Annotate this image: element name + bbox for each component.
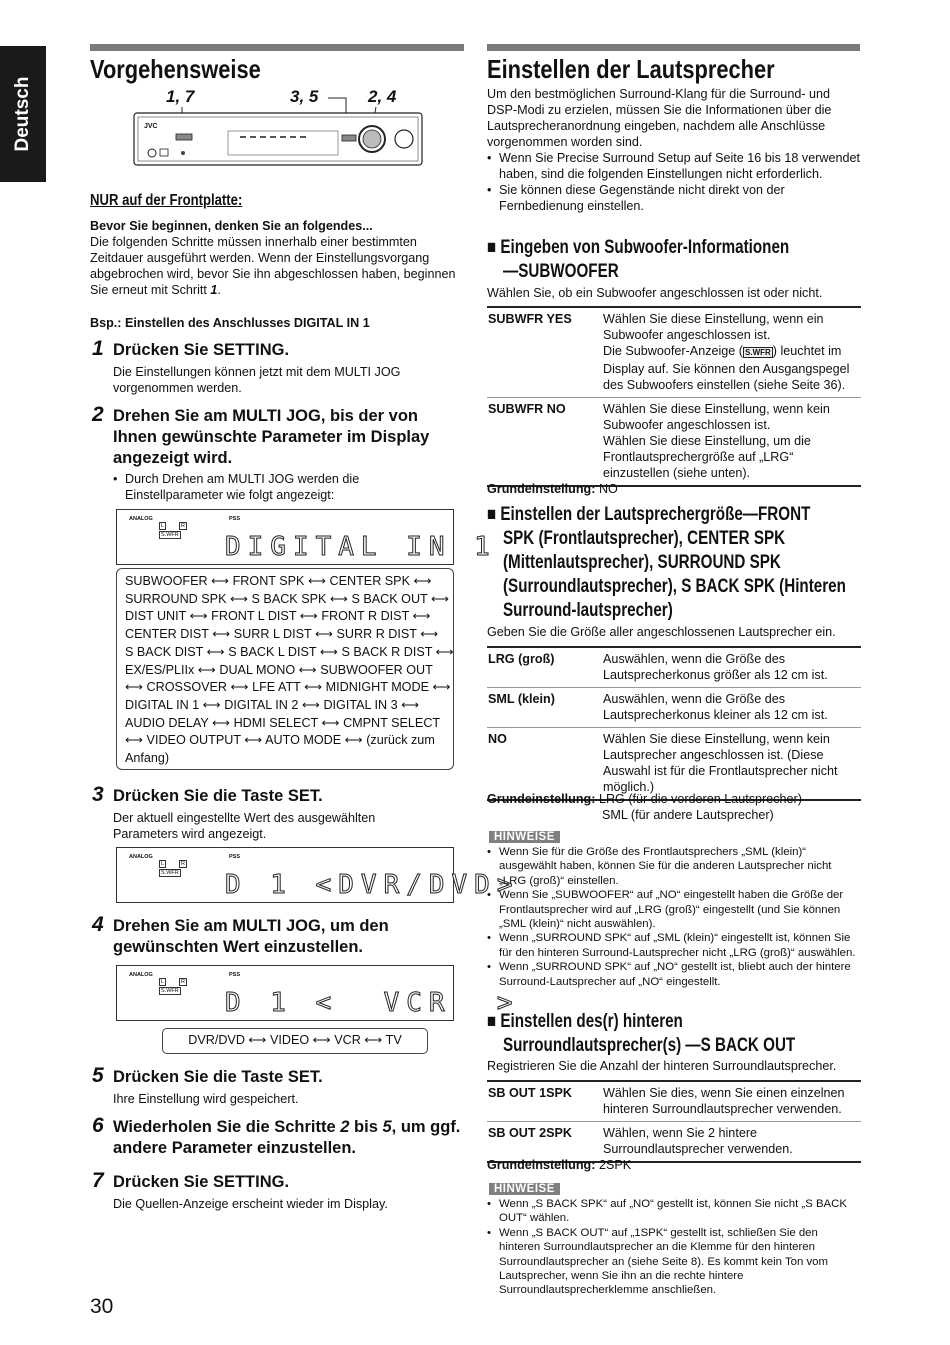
language-tab-label: Deutsch [12, 76, 33, 152]
notes-badge [489, 1179, 560, 1197]
intro-end: . [217, 283, 221, 297]
display-swfr-box: S.WFR [161, 988, 179, 994]
default-value: 2SPK [598, 1158, 632, 1172]
note-item: • Wenn „SURROUND SPK“ auf „SML (klein)“ eingestellt ist, können Sie für den hinteren Surround-Lautsprecher nicht „LRG (groß)“ auswählen. [487, 931, 861, 960]
display-analog-label: ANALOG [129, 854, 153, 860]
display-analog-label: ANALOG [129, 516, 153, 522]
display-l-box: L [161, 979, 165, 985]
intro-text [90, 234, 462, 298]
notes-label: HINWEISE [489, 1183, 560, 1195]
no-key: NO [487, 728, 603, 801]
subwoofer-desc: Wählen Sie, ob ein Subwoofer angeschlossen ist oder nicht. [487, 286, 823, 300]
parameter-cycle-box [116, 568, 454, 770]
step-2-title: Drehen Sie am MULTI JOG, bis der von Ihnen gewünschte Parameter im Display angezeigt wird. [113, 407, 430, 467]
speaker-size-default [487, 791, 802, 823]
right-top-rule [487, 44, 860, 51]
sback-out-desc: Registrieren Sie die Anzahl der hinteren Surroundlautsprecher. [487, 1059, 837, 1073]
step-1-number: 1 [92, 337, 104, 360]
step-7-number: 7 [92, 1169, 104, 1192]
sb-out-1spk-key: SB OUT 1SPK [487, 1081, 603, 1122]
default-label: Grundeinstellung: [487, 1158, 596, 1172]
lrg-value: Auswählen, wenn die Größe des Lautsprecherkonus größer als 12 cm ist. [603, 647, 861, 688]
display-digital-in-1 [116, 509, 497, 565]
value-cycle-text: DVR/DVD ⟷ VIDEO ⟷ VCR ⟷ TV [188, 1033, 402, 1047]
step-2-text [113, 471, 458, 503]
step-1-text: Die Einstellungen können jetzt mit dem MULTI JOG vorgenommen werden. [113, 365, 401, 395]
subwfr-no-val1: Wählen Sie diese Einstellung, wenn kein Subwoofer angeschlossen ist. [603, 402, 830, 432]
param-line: SUBWOOFER ⟷ FRONT SPK ⟷ CENTER SPK ⟷ [125, 574, 432, 588]
default-label: Grundeinstellung: [487, 792, 596, 806]
table-row [487, 398, 861, 487]
subwoofer-default [487, 481, 618, 497]
display-dvr-dvd [116, 847, 520, 903]
left-top-rule [90, 44, 464, 51]
table-row [487, 647, 861, 688]
sback-title-line: ■ Einstellen des(r) hinteren [487, 1011, 683, 1032]
display-pss-label: PSS [229, 972, 241, 978]
intro-block [90, 218, 462, 298]
display-vcr [116, 965, 520, 1021]
callout-2-4: 2, 4 [368, 87, 397, 106]
step-4-number: 4 [92, 913, 104, 936]
subwfr-no-val2: Wählen Sie diese Einstellung, um die Frontlautsprechergröße auf „LRG“ einzustellen (siehe unten). [603, 434, 811, 480]
speaker-size-notes [487, 845, 861, 989]
display-r-box: R [181, 861, 185, 867]
notes-label: HINWEISE [489, 831, 560, 843]
display-3-text: D 1 < VCR > [225, 988, 520, 1018]
speaker-size-desc: Geben Sie die Größe aller angeschlossenen Lautsprecher ein. [487, 625, 836, 639]
right-intro-bullet: • Wenn Sie Precise Surround Setup auf Seite 16 bis 18 verwendet haben, sind die folgenden Einstellungen nicht erforderlich. [487, 150, 861, 182]
display-swfr-box: S.WFR [161, 532, 179, 538]
receiver-drawing [90, 85, 464, 185]
subwfr-yes-value [603, 307, 861, 398]
right-intro-bullet: • Sie können diese Gegenstände nicht direkt von der Fernbedienung einstellen. [487, 182, 861, 214]
step-6-ref-2: 2 [340, 1118, 350, 1136]
param-line: ⟷ VIDEO OUTPUT ⟷ AUTO MODE ⟷ (zurück zum [125, 733, 435, 748]
param-line: AUDIO DELAY ⟷ HDMI SELECT ⟷ CMPNT SELECT [125, 715, 441, 730]
table-row [487, 728, 861, 801]
param-line: ⟷ CROSSOVER ⟷ LFE ATT ⟷ MIDNIGHT MODE ⟷ [125, 680, 451, 695]
no-value: Wählen Sie diese Einstellung, wenn kein Lautsprecher angeschlossen ist. (Diese Auswahl ist für die Frontlautsprecher nicht möglich.) [603, 728, 861, 801]
step-6-title-b: bis [354, 1118, 378, 1136]
table-row [487, 1122, 861, 1163]
param-line: CENTER DIST ⟷ SURR L DIST ⟷ SURR R DIST ⟷ [125, 627, 439, 642]
subwoofer-title-line: —SUBWOOFER [503, 261, 619, 282]
subwfr-no-key: SUBWFR NO [487, 398, 603, 487]
callout-3-5: 3, 5 [290, 87, 319, 106]
right-intro [487, 86, 861, 214]
table-row [487, 307, 861, 398]
default-value-1: LRG (für die vorderen Lautsprecher) [598, 792, 802, 806]
subwoofer-section-title [487, 236, 789, 284]
param-line: Anfang) [125, 751, 170, 766]
sb-out-2spk-value: Wählen, wenn Sie 2 hintere Surroundlautsprecher verwenden. [603, 1122, 861, 1163]
note-item: • Wenn „SURROUND SPK“ auf „NO“ gestellt ist, bliebt auch der hintere Surround-Lautsprecher auf „NO“ eingestellt. [487, 960, 861, 989]
language-tab [0, 46, 46, 182]
right-title: Einstellen der Lautsprecher [487, 54, 775, 84]
device-brand: JVC [144, 123, 158, 130]
default-value-2: SML (für andere Lautsprecher) [602, 808, 774, 822]
note-item: • Wenn „S BACK SPK“ auf „NO“ gestellt ist, können Sie nicht „S BACK OUT“ wählen. [487, 1197, 861, 1226]
value-cycle-box [162, 1028, 428, 1054]
display-l-box: L [161, 523, 165, 529]
sb-out-1spk-value: Wählen Sie dies, wenn Sie einen einzelnen hinteren Surroundlautsprecher verwenden. [603, 1081, 861, 1122]
subwfr-yes-key: SUBWFR YES [487, 307, 603, 398]
step-4-title: Drehen Sie am MULTI JOG, um den gewünschten Wert einzustellen. [113, 917, 389, 956]
param-line: DIST UNIT ⟷ FRONT L DIST ⟷ FRONT R DIST ⟷ [125, 609, 431, 624]
step-6-number: 6 [92, 1114, 104, 1137]
step-2-number: 2 [92, 403, 104, 426]
speaker-size-title-line: SPK (Frontlautsprecher), CENTER SPK [503, 528, 786, 549]
note-item: • Wenn Sie „SUBWOOFER“ auf „NO“ eingestellt haben die Größe der Frontlautsprecher wird auf „LRG (groß)“ eingestellt (und Sie können „SML (klein)“ nicht auswählen). [487, 888, 861, 931]
display-swfr-box: S.WFR [161, 870, 179, 876]
sback-out-default [487, 1157, 631, 1173]
sb-out-2spk-key: SB OUT 2SPK [487, 1122, 603, 1163]
display-r-box: R [181, 523, 185, 529]
speaker-size-title-line: (Mittenlautsprecher), SURROUND SPK [503, 552, 781, 573]
sml-key: SML (klein) [487, 688, 603, 728]
step-3-text: Der aktuell eingestellte Wert des ausgewählten Parameters wird angezeigt. [113, 811, 376, 841]
speaker-size-title-line: (Surroundlautsprecher), S BACK SPK (Hinteren [503, 576, 846, 597]
lrg-key: LRG (groß) [487, 647, 603, 688]
step-6-title-a: Wiederholen Sie die Schritte [113, 1118, 336, 1136]
table-row [487, 688, 861, 728]
notes-badge [489, 827, 560, 845]
sback-out-section-title [487, 1010, 795, 1058]
note-item: • Wenn Sie für die Größe des Frontlautsprechers „SML (klein)“ ausgewählt haben, können Sie für die anderen Lautsprecher nicht „LRG (groß)“ einstellen. [487, 845, 861, 888]
step-2-bullet: • Durch Drehen am MULTI JOG werden die Einstellparameter wie folgt angezeigt: [113, 471, 458, 503]
sback-out-table [487, 1080, 861, 1163]
parameter-cycle-list [125, 573, 454, 768]
display-l-box: L [161, 861, 165, 867]
param-line: S BACK DIST ⟷ S BACK L DIST ⟷ S BACK R DIST ⟷ [125, 644, 454, 659]
step-5-number: 5 [92, 1064, 104, 1087]
display-analog-label: ANALOG [129, 972, 153, 978]
step-3-number: 3 [92, 783, 104, 806]
step-5-text: Ihre Einstellung wird gespeichert. [113, 1092, 299, 1106]
param-line: DIGITAL IN 1 ⟷ DIGITAL IN 2 ⟷ DIGITAL IN 3 ⟷ [125, 697, 420, 712]
step-3-title: Drücken Sie die Taste SET. [113, 787, 323, 805]
display-1-text: DIGITAL IN 1 [225, 532, 497, 562]
page-number: 30 [90, 1295, 114, 1318]
callout-1-7: 1, 7 [166, 87, 195, 106]
right-intro-text: Um den bestmöglichen Surround-Klang für die Surround- und DSP-Modi zu erzielen, müssen Sie die Informationen über die Lautsprecheranordnung eingeben, nachdem alle Anschlüsse vorgenommen worden sind. [487, 87, 832, 149]
speaker-size-table [487, 646, 861, 801]
default-value: NO [598, 482, 618, 496]
step-6-ref-5: 5 [382, 1118, 392, 1136]
subwoofer-title-line: ■ Eingeben von Subwoofer-Informationen [487, 237, 790, 258]
subwoofer-table [487, 306, 861, 487]
speaker-size-title-line: Surround-lautsprecher) [503, 600, 673, 621]
display-pss-label: PSS [229, 516, 241, 522]
sback-title-line: Surroundlautsprecher(s) —S BACK OUT [503, 1035, 796, 1056]
note-item: • Wenn „S BACK OUT“ auf „1SPK“ gestellt ist, schließen Sie den hinteren Surroundlautsprecher an die Klemme für den hinteren Surroundlautsprecher an (siehe Seite 8). Es kommt kein Ton vom Lautsprecher, wenn Sie ihn an die rechte hintere Surroundlautsprecherklemme anschließen. [487, 1226, 861, 1298]
front-panel-subheading: NUR auf der Frontplatte: [90, 192, 243, 209]
param-line: SURROUND SPK ⟷ S BACK SPK ⟷ S BACK OUT ⟷ [125, 591, 450, 606]
subwfr-yes-val2a: Die Subwoofer-Anzeige ( [603, 344, 744, 358]
step-7-text: Die Quellen-Anzeige erscheint wieder im Display. [113, 1197, 388, 1211]
step-6-title [113, 1117, 463, 1159]
subwfr-yes-val2b: ) leuchtet im Display auf. Sie können den Ausgangspegel des Subwoofers einstellen (siehe Seite 36). [603, 344, 850, 392]
subwfr-no-value [603, 398, 861, 487]
sml-value: Auswählen, wenn die Größe des Lautsprecherkonus kleiner als 12 cm ist. [603, 688, 861, 728]
intro-bold: Bevor Sie beginnen, denken Sie an folgendes... [90, 219, 373, 233]
step-1-title: Drücken Sie SETTING. [113, 341, 290, 359]
left-title: Vorgehensweise [90, 54, 261, 84]
display-pss-label: PSS [229, 854, 241, 860]
intro-text-body: Die folgenden Schritte müssen innerhalb einer bestimmten Zeitdauer ausgeführt werden. Wenn der Einstellungsvorgang abgebrochen wird, bevor Sie ihn abgeschlossen haben, beginnen Sie erneut mit Schritt [90, 235, 456, 297]
subwfr-yes-val2 [603, 343, 861, 393]
display-r-box: R [181, 979, 185, 985]
front-panel-figure [90, 85, 464, 185]
subwfr-yes-val1: Wählen Sie diese Einstellung, wenn ein Subwoofer angeschlossen ist. [603, 312, 824, 342]
speaker-size-title-line: ■ Einstellen der Lautsprechergröße—FRONT [487, 504, 811, 525]
default-label: Grundeinstellung: [487, 482, 596, 496]
step-6-title-c: , um ggf. andere Parameter einzustellen. [113, 1118, 461, 1157]
intro-step-ref: 1 [210, 283, 218, 297]
example-label: Bsp.: Einstellen des Anschlusses DIGITAL IN 1 [90, 316, 370, 330]
step-7-title: Drücken Sie SETTING. [113, 1173, 290, 1191]
step-5-title: Drücken Sie die Taste SET. [113, 1068, 323, 1086]
param-line: EX/ES/PLIIx ⟷ DUAL MONO ⟷ SUBWOOFER OUT [125, 662, 433, 677]
swfr-indicator-icon: S.WFR [745, 348, 771, 357]
sback-out-notes [487, 1197, 861, 1298]
speaker-size-section-title [487, 503, 846, 623]
table-row [487, 1081, 861, 1122]
display-2-text: D 1 <DVR/DVD> [225, 870, 520, 900]
